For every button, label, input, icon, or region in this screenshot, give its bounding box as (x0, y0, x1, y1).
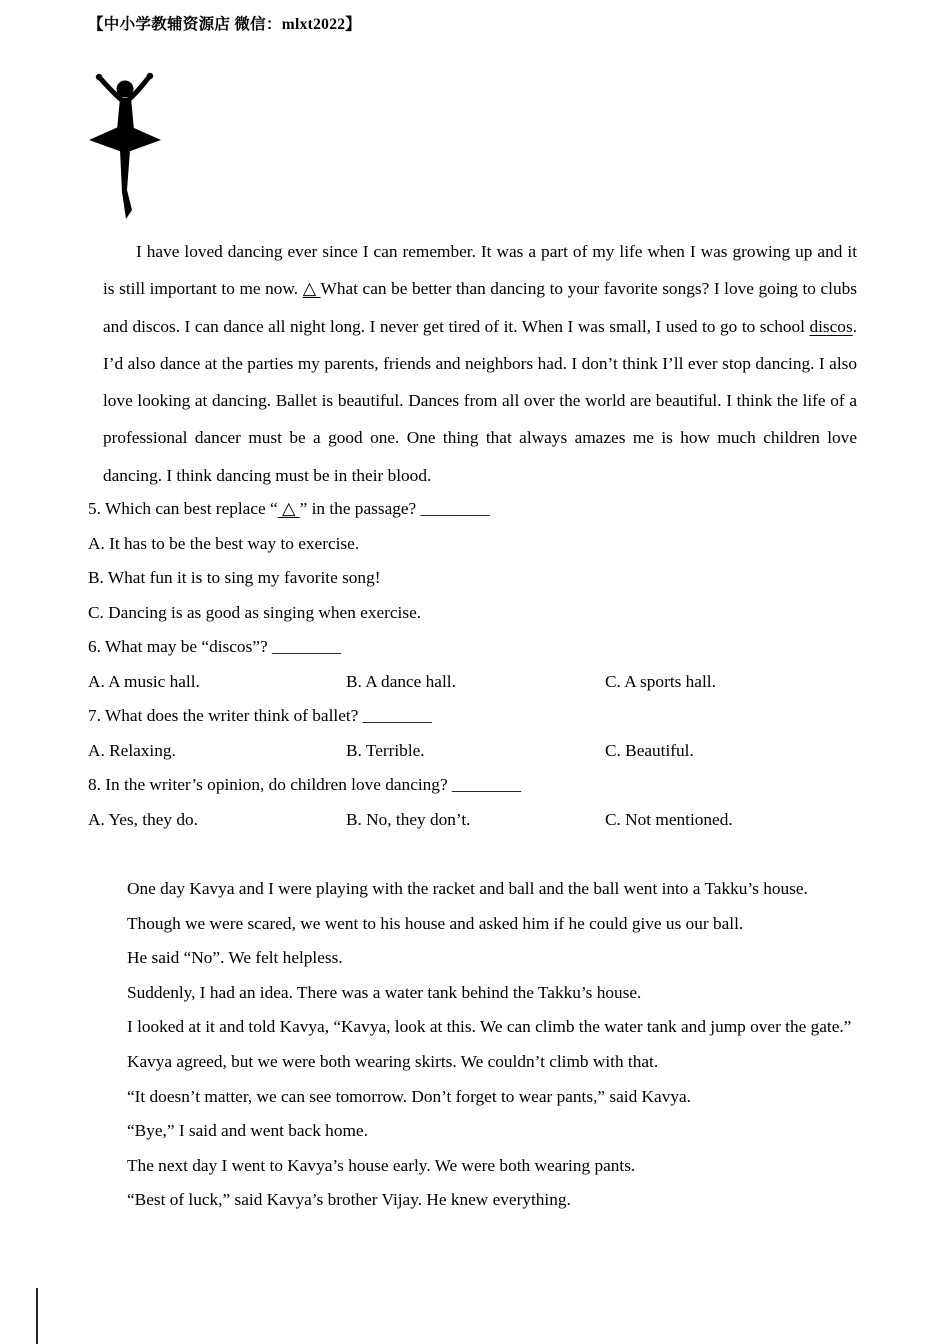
question-6-options (88, 665, 888, 700)
passage-line: I looked at it and told Kavya, “Kavya, look at this. We can climb the water tank and jump over the gate.” (127, 1017, 852, 1037)
question-6-option-c: C. A sports hall. (605, 671, 716, 691)
passage-line: Suddenly, I had an idea. There was a water tank behind the Takku’s house. (127, 982, 642, 1002)
ballet-dancer-silhouette-icon (84, 72, 164, 227)
question-5-stem-pre: 5. Which can best replace “ (88, 499, 278, 518)
passage-line: He said “No”. We felt helpless. (127, 948, 343, 968)
reading-passage-dancing (103, 233, 857, 494)
header-shop-label: 【中小学教辅资源店 微信：mlxt2022】 (88, 16, 362, 33)
passage-line: “Bye,” I said and went back home. (127, 1121, 368, 1141)
question-6-stem: 6. What may be “discos”? ________ (88, 637, 342, 657)
question-5-stem-post: ” in the passage? ________ (299, 499, 490, 518)
question-7-option-c: C. Beautiful. (605, 740, 694, 760)
passage-text: I have loved dancing ever since I can remember. It was a part of my life when I was growing up and it is still important to me now. (103, 242, 857, 299)
question-8-option-a: A. Yes, they do. (88, 809, 198, 829)
reading-passage-kavya (127, 872, 889, 1218)
question-block (88, 492, 888, 837)
question-5-stem (88, 492, 888, 527)
underlined-word-discos: discos (809, 316, 853, 336)
question-6-option-a: A. A music hall. (88, 671, 200, 691)
passage-line: “Best of luck,” said Kavya’s brother Vijay. He knew everything. (127, 1190, 571, 1210)
question-7-stem: 7. What does the writer think of ballet? ________ (88, 706, 432, 726)
question-8-stem: 8. In the writer’s opinion, do children love dancing? ________ (88, 775, 522, 795)
page-edge-line (36, 1288, 38, 1344)
question-8-options (88, 803, 888, 838)
question-8-option-b: B. No, they don’t. (346, 809, 471, 829)
question-7-option-b: B. Terrible. (346, 740, 425, 760)
question-5-option-b: B. What fun it is to sing my favorite song! (88, 568, 381, 588)
question-5-option-a: A. It has to be the best way to exercise. (88, 533, 360, 553)
passage-line: The next day I went to Kavya’s house early. We were both wearing pants. (127, 1155, 636, 1175)
question-7-options (88, 734, 888, 769)
question-6-option-b: B. A dance hall. (346, 671, 456, 691)
passage-line: Though we were scared, we went to his house and asked him if he could give us our ball. (127, 913, 744, 933)
passage-line: Kavya agreed, but we were both wearing skirts. We couldn’t climb with that. (127, 1051, 659, 1071)
ballet-dancer-image (84, 72, 164, 227)
triangle-blank: △ (302, 279, 321, 299)
passage-text: . I’d also dance at the parties my parents, friends and neighbors had. I don’t think I’ll ever stop dancing. I also love looking at dancing. Ballet is beautiful. Dances from all over the world are beautiful. I think the life of a professional dancer must be a good one. One thing that always amazes me is how much children love dancing. I think dancing must be in their blood. (103, 316, 857, 485)
passage-line: One day Kavya and I were playing with the racket and ball and the ball went into a Takku’s house. (127, 879, 808, 898)
passage-text: What can be better than dancing to your favorite songs? I love going to clubs and discos. I can dance all night long. I never get tired of it. When I was small, I used to go to school (103, 279, 857, 336)
question-8-option-c: C. Not mentioned. (605, 809, 733, 829)
passage-line: “It doesn’t matter, we can see tomorrow. Don’t forget to wear pants,” said Kavya. (127, 1086, 691, 1106)
question-5-option-c: C. Dancing is as good as singing when exercise. (88, 602, 422, 622)
question-7-option-a: A. Relaxing. (88, 740, 176, 760)
triangle-blank: △ (277, 499, 300, 518)
